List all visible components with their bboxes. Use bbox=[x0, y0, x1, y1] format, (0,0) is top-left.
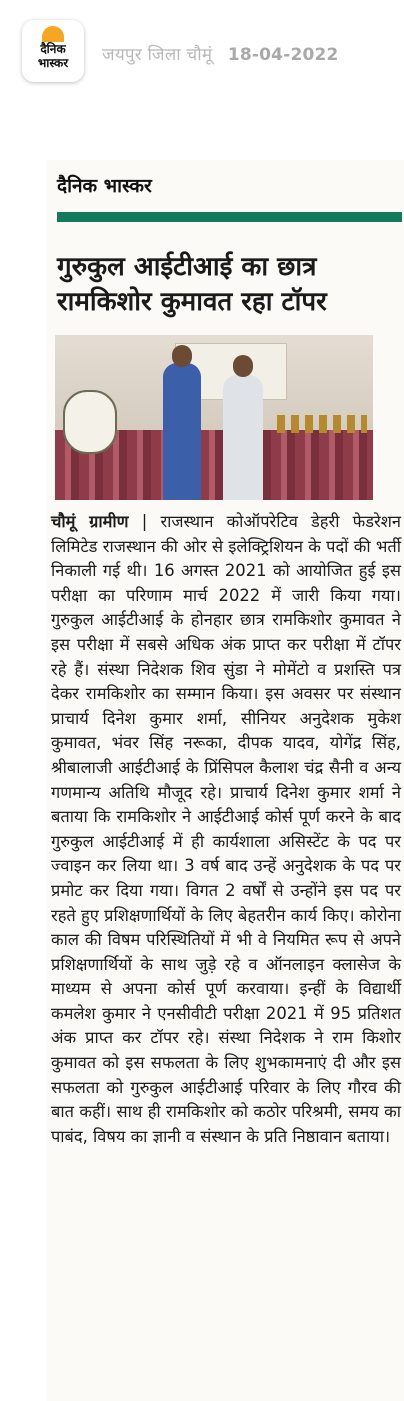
headline: गुरुकुल आईटीआई का छात्र रामकिशोर कुमावत रहा टॉपर bbox=[57, 252, 327, 317]
edition-date: 18-04-2022 bbox=[227, 45, 339, 65]
masthead: दैनिक भास्कर bbox=[57, 175, 152, 197]
trophies-icon bbox=[277, 415, 367, 433]
dateline-separator: | bbox=[128, 512, 161, 531]
sun-icon bbox=[42, 26, 64, 42]
edition-label: जयपुर जिला चौमूं bbox=[102, 45, 213, 65]
news-photo bbox=[55, 335, 373, 500]
edition-info bbox=[102, 42, 339, 65]
person-figure bbox=[163, 363, 201, 500]
logo-text: दैनिक भास्कर bbox=[37, 42, 69, 70]
dainik-bhaskar-logo-icon[interactable] bbox=[22, 20, 84, 82]
institute-emblem-icon bbox=[63, 390, 117, 454]
newspaper-clipping bbox=[47, 160, 404, 1401]
dateline: चौमूं ग्रामीण bbox=[51, 512, 129, 531]
app-header bbox=[0, 0, 404, 100]
masthead-rule bbox=[57, 212, 402, 222]
article-body bbox=[51, 510, 401, 1149]
person-figure bbox=[223, 375, 263, 500]
article-text: राजस्थान कोऑपरेटिव डेहरी फेडरेशन लिमिटेड राजस्थान की ओर से इलेक्ट्रिशियन के पदों की भर्ती निकाली गई थी। 16 अगस्त 2021 को आयोजित हुई इस परीक्षा का परिणाम मार्च 2022 में जारी किया गया। गुरुकुल आईटीआई के होनहार छात्र रामकिशोर कुमावत ने इस परीक्षा में सबसे अधिक अंक प्राप्त कर परीक्षा में टॉपर रहे हैं। संस्था निदेशक शिव सुंडा ने मोमेंटो व प्रशस्ति पत्र देकर रामकिशोर का सम्मान किया। इस अवसर पर संस्थान प्राचार्य दिनेश कुमार शर्मा, सीनियर अनुदेशक मुकेश कुमावत, भंवर सिंह नरूका, दीपक यादव, योगेंद्र सिंह, श्रीबालाजी आईटीआई के प्रिंसिपल कैलाश चंद्र सैनी व अन्य गणमान्य अतिथि मौजूद रहे। प्राचार्य दिनेश कुमार शर्मा ने बताया कि रामकिशोर ने आईटीआई कोर्स पूर्ण करने के बाद गुरुकुल आईटीआई में ही कार्यशाला असिस्टेंट के पद पर ज्वाइन कर लिया था। 3 वर्ष बाद उन्हें अनुदेशक के पद पर प्रमोट कर दिया गया। विगत 2 वर्षों से उन्होंने इस पद पर रहते हुए प्रशिक्षणार्थियों के लिए बेहतरीन कार्य किए। कोरोना काल की विषम परिस्थितियों में भी वे नियमित रूप से अपने प्रशिक्षणार्थियों के साथ जुड़े रहे व ऑनलाइन क्लासेज के माध्यम से अपना कोर्स पूर्ण करवाया। इन्हीं के विद्यार्थी कमलेश कुमार ने एनसीवीटी परीक्षा 2021 में 95 प्रतिशत अंक प्राप्त कर टॉपर रहे। संस्था निदेशक ने राम किशोर कुमावत को इस सफलता के लिए शुभकामनाएं दी और इस सफलता को गुरुकुल आईटीआई परिवार के लिए गौरव की बात कहीं। साथ ही रामकिशोर को कठोर परिश्रमी, समय का पाबंद, विषय का ज्ञानी व संस्थान के प्रति निष्ठावान बताया। bbox=[51, 512, 401, 1146]
